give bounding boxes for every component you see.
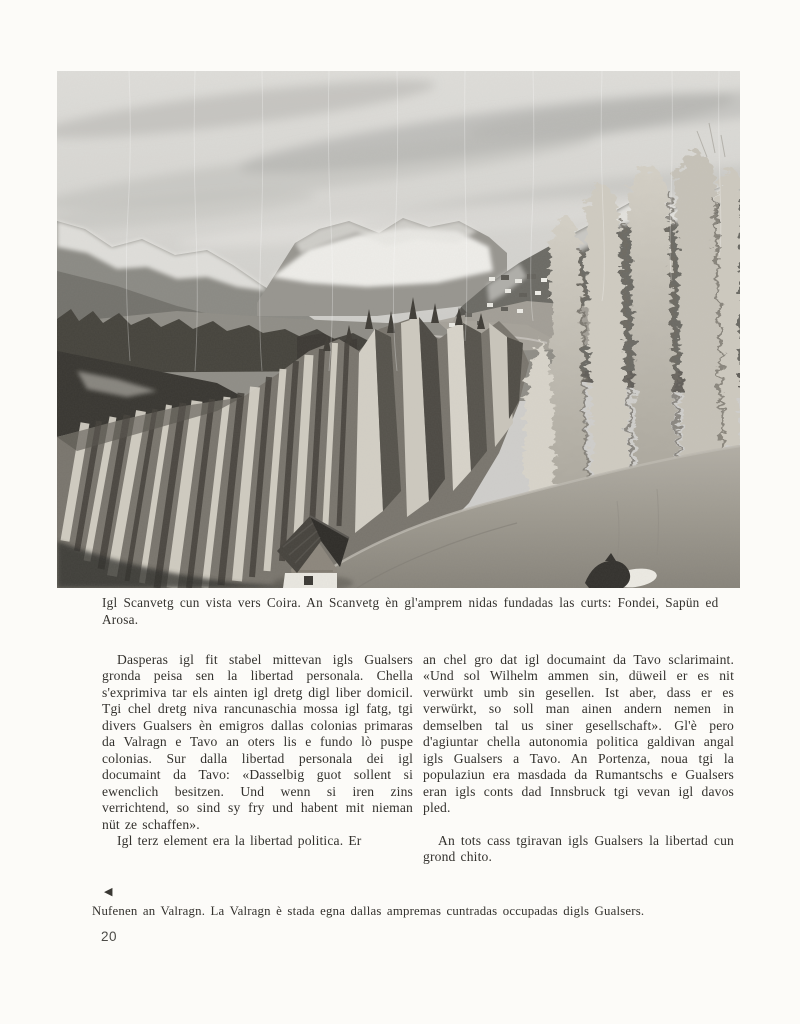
paragraph: an chel gro dat igl documaint da Tavo sclarimaint. «Und sol Wilhelm ammen sin, düweil er es nit verwürkt umb sin gesellen. Ist aber, dass er es verwürkt, so soll man ainen andern nemen in demselben tal us siner gesellschaft». Gl'è pero d'agiuntar chella autonomia politica galdivan angal igls Gualsers a Tavo. An Portenza, noua tgi la populaziun era masdada da Rumantschs e Gualsers eran igls conts dad Innsbruck tgi vevan igl davos pled. xyxy=(423,652,734,816)
page-number: 20 xyxy=(101,929,118,944)
body-text xyxy=(102,652,735,866)
left-column xyxy=(102,652,413,866)
halftone-grain xyxy=(57,71,740,588)
footnote-arrow-icon: ◀ xyxy=(104,885,113,898)
paragraph: Igl terz element era la libertad politica. Er xyxy=(117,832,362,848)
paragraph: Dasperas igl fit stabel mittevan igls Gualsers gronda peisa sen la libertad personala. Chella s'exprimiva tar els ainten igl dretg digl liber domicil. Tgi chel dretg niva rancunaschia mossa igl fatg, tgi divers Gualsers èn emigros dallas colonias primaras da Valragn e Tavo an oters lis e fundo lò puspe colonias. Sur dalla libertad personala dei igl documaint da Tavo: «Dasselbig guot sollent si ewenclich besitzen. Und wenn si iren zins verrichtend, so sind sy fry und habent mit nieman nüt ze schaffen». xyxy=(102,652,413,832)
photo-caption: Igl Scanvetg cun vista vers Coira. An Scanvetg èn gl'amprem nidas fundadas las curts: Fondei, Sapün ed Arosa. xyxy=(102,595,719,627)
footnote-caption: Nufenen an Valragn. La Valragn è stada egna dallas ampremas cuntradas occupadas digls Gualsers. xyxy=(92,904,645,918)
alpine-landscape-image xyxy=(57,71,740,588)
photo-scanvetg xyxy=(57,71,740,588)
right-column xyxy=(423,652,734,866)
paragraph: An tots cass tgiravan igls Gualsers la libertad cun grond chito. xyxy=(423,832,734,865)
